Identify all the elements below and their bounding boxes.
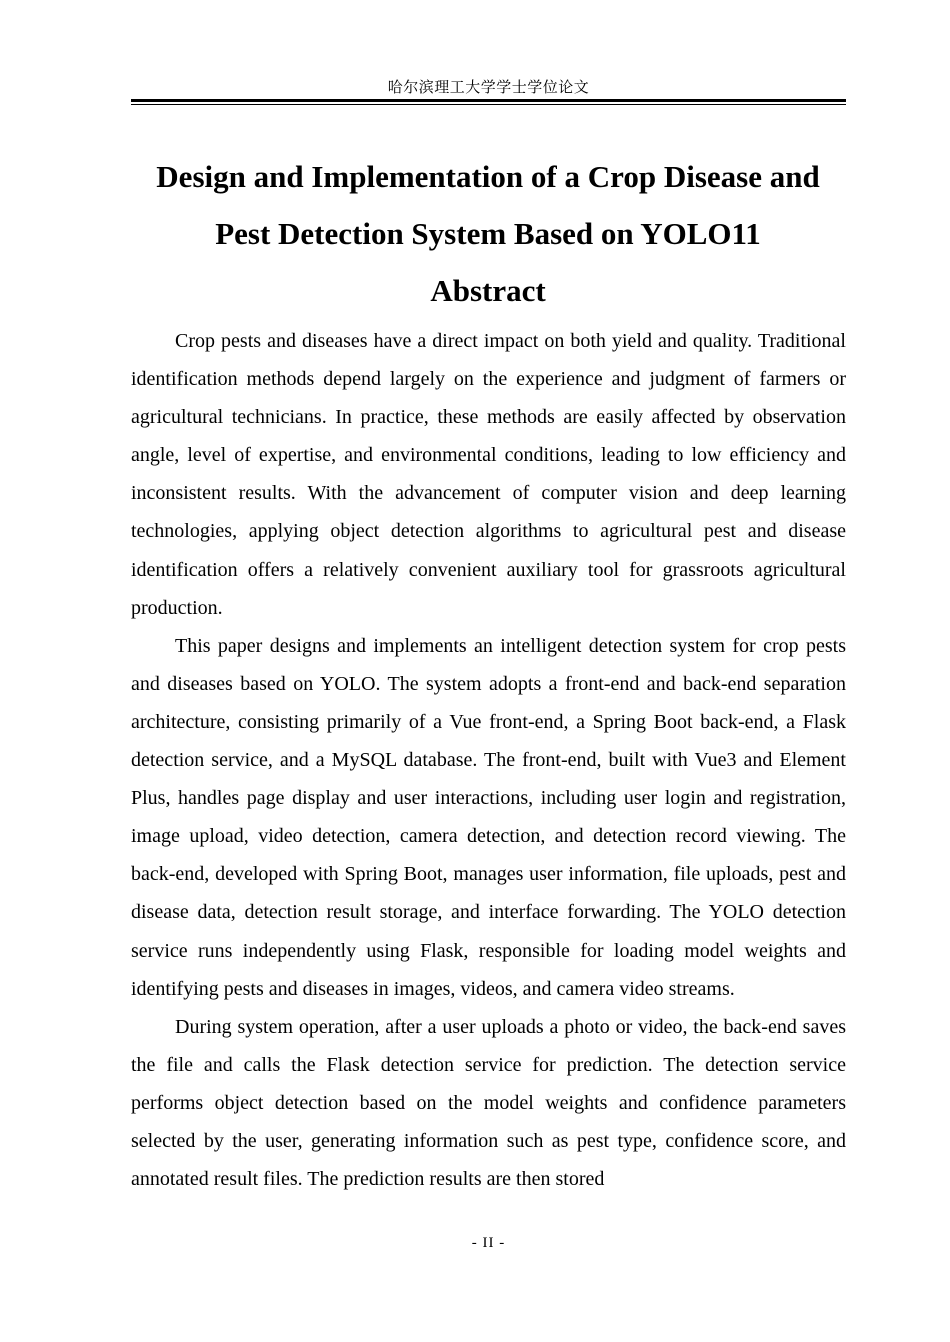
abstract-paragraph-2: This paper designs and implements an intelligent detection system for crop pests and diseases based on YOLO. The system adopts a front-end and back-end separation architecture, consisting primarily of a Vue front-end, a Spring Boot back-end, a Flask detection service, and a MySQL database. The front-end, built with Vue3 and Element Plus, handles page display and user interactions, including user login and registration, image upload, video detection, camera detection, and detection record viewing. The back-end, developed with Spring Boot, manages user information, file uploads, pest and disease data, detection result storage, and interface forwarding. The YOLO detection service runs independently using Flask, responsible for loading model weights and identifying pests and diseases in images, videos, and camera video streams. [131,634,846,1000]
abstract-paragraph-3: During system operation, after a user uploads a photo or video, the back-end saves the file and calls the Flask detection service for prediction. The detection service performs object detection based on the model weights and confidence parameters selected by the user, generating information such as pest type, confidence score, and annotated result files. The prediction results are then stored [131,1015,846,1191]
abstract-body [131,322,846,1198]
header-rule-thin [131,104,846,105]
paper-title [118,148,858,319]
title-line-1: Design and Implementation of a Crop Disease and [156,159,820,194]
running-header: 哈尔滨理工大学学士学位论文 [387,80,590,96]
header-rule-thick [131,99,846,102]
abstract-heading: Abstract [430,273,546,308]
abstract-paragraph-1: Crop pests and diseases have a direct impact on both yield and quality. Traditional identification methods depend largely on the experience and judgment of farmers or agricultural technicians. In practice, these methods are easily affected by observation angle, level of expertise, and environmental conditions, leading to low efficiency and inconsistent results. With the advancement of computer vision and deep learning technologies, applying object detection algorithms to agricultural pest and disease identification offers a relatively convenient auxiliary tool for grassroots agricultural production. [131,330,846,619]
page-number: - II - [471,1235,506,1251]
title-line-2: Pest Detection System Based on YOLO11 [215,216,761,251]
